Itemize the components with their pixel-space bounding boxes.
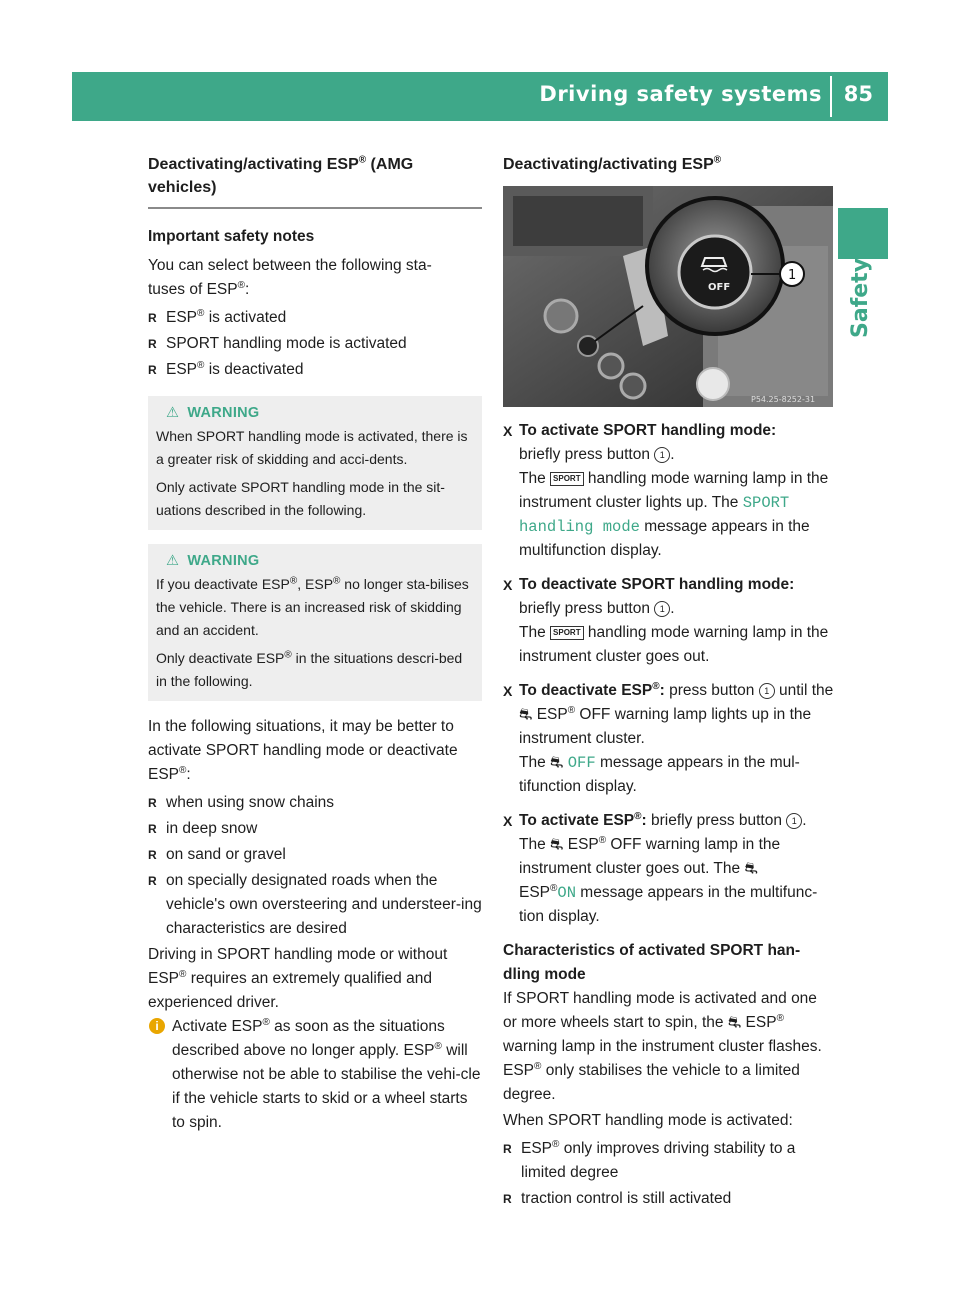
header-title: Driving safety systems	[539, 82, 822, 106]
instruction-step: X To activate SPORT handling mode: briefly press button 1 . The SPORT handling mode warning lamp in the instrument cluster lights up. The SPORT handling mode message appears in the multifunction display.	[503, 419, 835, 563]
sport-lamp-icon: SPORT	[550, 626, 584, 640]
page-number: 85	[843, 82, 873, 106]
right-column	[503, 153, 835, 1211]
info-note: i Activate ESP® as soon as the situations described above no longer apply. ESP® will otherwise not be able to stabilise the vehi-cle if the vehicle starts to skid or a wheel starts to spin.	[148, 1015, 482, 1135]
left-column	[148, 153, 482, 1135]
list-item: R ESP® is activated	[148, 306, 482, 330]
callout-badge: 1	[654, 447, 670, 463]
step-arrow-icon: X	[503, 813, 513, 829]
step-arrow-icon: X	[503, 423, 513, 439]
characteristics-title: Characteristics of activated SPORT han-dling mode	[503, 942, 801, 983]
esp-icon: ⛐	[550, 754, 564, 771]
callout-badge: 1	[654, 601, 670, 617]
instruction-step: X To activate ESP®: briefly press button 1 . The ⛐ ESP® OFF warning lamp in the instrument cluster goes out. The ⛐ ESP®ON message appears in the multifunc-tion display.	[503, 810, 818, 925]
step-arrow-icon: X	[503, 683, 513, 699]
info-icon: i	[149, 1018, 165, 1034]
instruction-step: X To deactivate ESP®: press button 1 until the ⛐ ESP® OFF warning lamp lights up in the instrument cluster. The ⛐ OFF message appears in the mul-tifunction display.	[503, 680, 834, 795]
warning-box: ⚠ WARNING If you deactivate ESP®, ESP® no longer sta-bilises the vehicle. There is an increased risk of skidding and an accident. Only deactivate ESP® in the situations descri-bed in the following.	[148, 544, 482, 701]
esp-icon: ⛐	[744, 860, 758, 877]
warning-icon: ⚠	[166, 405, 180, 421]
page-header	[72, 72, 888, 121]
list-item: R SPORT handling mode is activated	[148, 332, 482, 356]
list-item: R ESP® is deactivated	[148, 358, 482, 382]
list-item: R on specially designated roads when the vehicle's own oversteering and understeer-ing characteristics are desired	[148, 869, 482, 941]
list-item: R when using snow chains	[148, 791, 482, 815]
list-item: R ESP® only improves driving stability to a limited degree	[503, 1137, 835, 1185]
step-arrow-icon: X	[503, 577, 513, 593]
intro-text: You can select between the following sta- tuses of ESP®:	[148, 257, 432, 298]
callout-badge: 1	[759, 683, 775, 699]
header-separator	[830, 76, 832, 117]
button-off-label: OFF	[708, 282, 731, 293]
list-item: R in deep snow	[148, 817, 482, 841]
safety-notes-title: Important safety notes	[148, 228, 315, 245]
sport-lamp-icon: SPORT	[550, 472, 584, 486]
list-item: R traction control is still activated	[503, 1187, 835, 1211]
esp-button-photo	[503, 186, 833, 407]
warning-icon: ⚠	[166, 553, 180, 569]
image-code: P54.25-8252-31	[751, 395, 816, 404]
when-text: When SPORT handling mode is activated:	[503, 1112, 793, 1129]
section-heading: Deactivating/activating ESP® (AMG vehicles)	[148, 154, 414, 196]
esp-off-icon: ⛐	[519, 706, 533, 723]
section-heading: Deactivating/activating ESP®	[503, 154, 722, 173]
instruction-step: X To deactivate SPORT handling mode: briefly press button 1 . The SPORT handling mode warning lamp in the instrument cluster goes out.	[503, 573, 835, 669]
heading-rule	[148, 207, 482, 209]
section-label: Safety	[848, 257, 873, 338]
list-item: R on sand or gravel	[148, 843, 482, 867]
warning-box: ⚠ WARNING When SPORT handling mode is activated, there is a greater risk of skidding and acci-dents. Only activate SPORT handling mode in the sit-uations described in the following.	[148, 396, 482, 530]
esp-off-icon: ⛐	[550, 836, 564, 853]
callout-badge: 1	[786, 813, 802, 829]
characteristics-text: If SPORT handling mode is activated and one or more wheels start to spin, the ⛐ ESP® warning lamp in the instrument cluster flashes. ESP® only stabilises the vehicle to a limited degree.	[503, 990, 822, 1103]
situations-text: In the following situations, it may be better to activate SPORT handling mode or deactivate ESP®:	[148, 718, 458, 783]
esp-icon: ⛐	[727, 1014, 742, 1031]
section-tab	[838, 208, 888, 259]
callout-number: 1	[788, 268, 797, 283]
driving-text: Driving in SPORT handling mode or without ESP® requires an extremely qualified and experienced driver.	[148, 946, 448, 1011]
